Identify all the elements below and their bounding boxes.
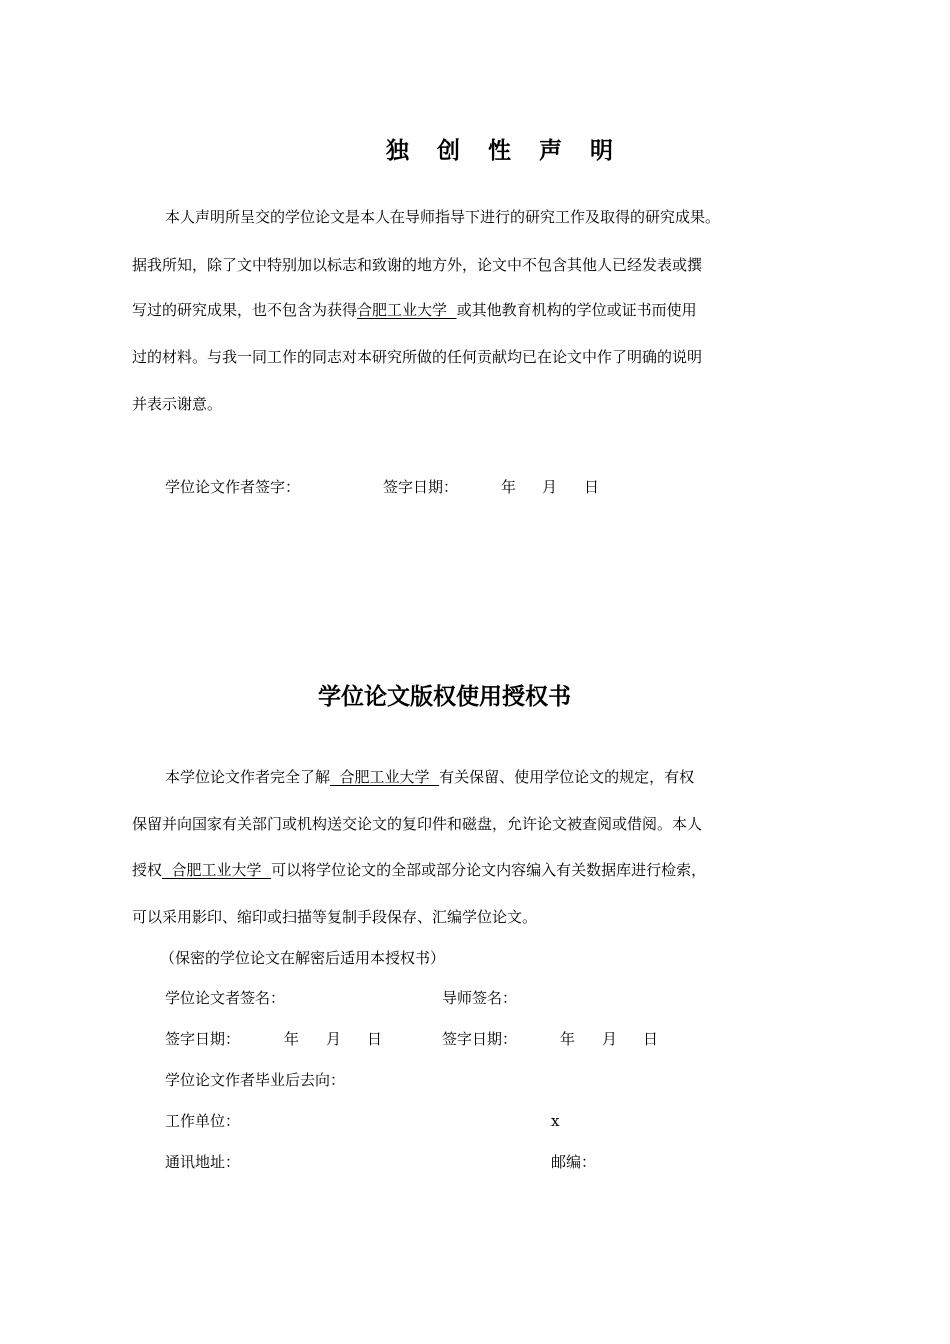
declaration-line-3 [132,303,697,318]
author-signature-label: 学位论文作者签字： [165,478,301,496]
authorization-line-1-start: 本学位论文作者完全了解 [165,768,331,786]
sign-date-label: 签字日期： [383,478,459,496]
advisor-sign-label: 导师签名： [442,989,518,1007]
advisor-sign-date-label: 签字日期： [442,1030,518,1048]
university-name: 合肥工业大学 [330,768,440,786]
advisor-year-label: 年 [560,1030,576,1048]
authorization-line-4: 可以采用影印、缩印或扫描等复制手段保存、汇编学位论文。 [132,908,538,926]
work-unit-value: x [551,1112,560,1130]
authorization-line-3-end: 可以将学位论文的全部或部分论文内容编入有关数据库进行检索， [271,861,707,879]
author-month-label: 月 [326,1030,342,1048]
authorization-line-3-start: 授权 [132,861,163,879]
declaration-line-2: 据我所知，除了文中特别加以标志和致谢的地方外，论文中不包含其他人已经发表或撰 [132,256,703,274]
authorization-line-1 [165,770,694,785]
declaration-line-1: 本人声明所呈交的学位论文是本人在导师指导下进行的研究工作及取得的研究成果。 [165,208,721,226]
declaration-line-3-end: 或其他教育机构的学位或证书而使用 [456,301,697,319]
declaration-line-4: 过的材料。与我一同工作的同志对本研究所做的任何贡献均已在论文中作了明确的说明 [132,348,703,366]
author-sign-label: 学位论文者签名： [165,989,286,1007]
author-day-label: 日 [367,1030,383,1048]
work-unit-label: 工作单位： [165,1112,241,1130]
declaration-line-5: 并表示谢意。 [132,395,223,413]
author-year-label: 年 [284,1030,300,1048]
authorization-title: 学位论文版权使用授权书 [318,683,571,710]
author-sign-date-label: 签字日期： [165,1030,241,1048]
postcode-label: 邮编： [551,1153,597,1171]
address-label: 通讯地址： [165,1153,241,1171]
year-label: 年 [501,478,517,496]
confidential-note: （保密的学位论文在解密后适用本授权书） [160,949,446,967]
university-name: 合肥工业大学 [357,301,457,319]
declaration-title: 独 创 性 声 明 [386,137,624,164]
day-label: 日 [584,478,600,496]
month-label: 月 [542,478,558,496]
declaration-line-3-start: 写过的研究成果，也不包含为获得 [132,301,358,319]
destination-label: 学位论文作者毕业后去向： [165,1071,346,1089]
authorization-line-3 [132,863,706,878]
advisor-day-label: 日 [643,1030,659,1048]
authorization-line-1-end: 有关保留、使用学位论文的规定，有权 [439,768,695,786]
university-name: 合肥工业大学 [162,861,272,879]
authorization-line-2: 保留并向国家有关部门或机构送交论文的复印件和磁盘，允许论文被查阅或借阅。本人 [132,815,703,833]
advisor-month-label: 月 [602,1030,618,1048]
